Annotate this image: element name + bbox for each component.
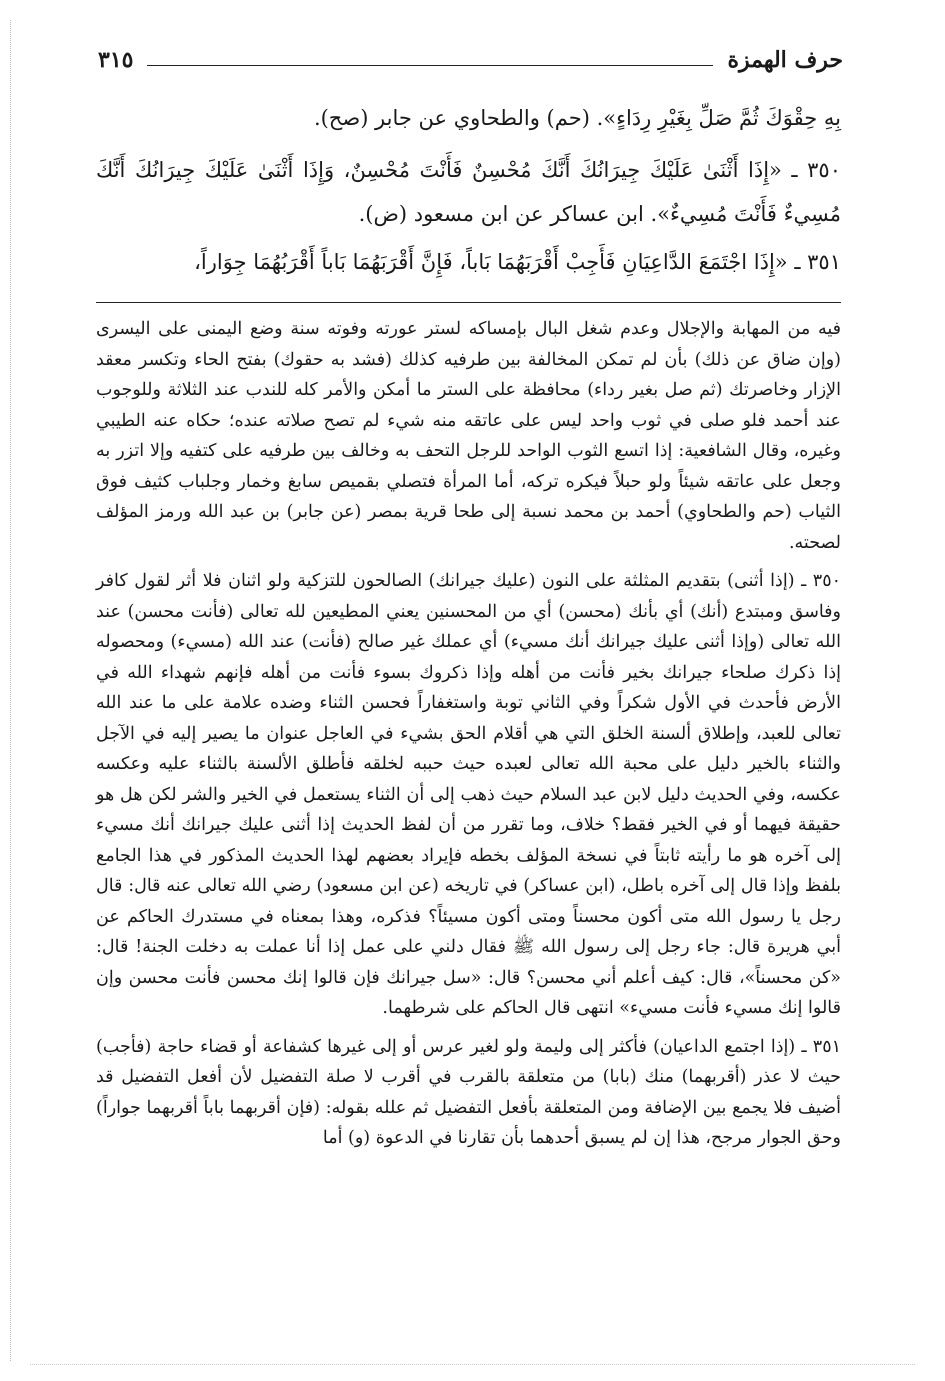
- page-edge: [10, 20, 13, 1361]
- running-header: [98, 42, 843, 78]
- page-number: ٣١٥: [98, 47, 134, 73]
- text-divider: [96, 302, 841, 303]
- commentary-paragraph: فيه من المهابة والإجلال وعدم شغل البال بإمساكه لستر عورته وفوته سنة وضع اليمنى على اليسرى (وإن ضاق عن ذلك) بأن لم تمكن المخالفة بين طرفيه كذلك (فشد به حقوك) بفتح الحاء وتكسر معقد الإزار وخاصرتك (ثم صل بغير رداء) محافظة على الستر ما أمكن والأمر كله للندب عند الثلاثة وللوجوب عند أحمد فلو صلى في ثوب واحد ليس على عاتقه منه شيء لم تصح صلاته عنده؛ حكاه عنه الطيبي وغيره، وقال الشافعية: إذا اتسع الثوب الواحد للرجل التحف به وخالف بين طرفيه على كتفيه وإلا اتزر به وجعل على عاتقه شيئاً ولو حبلاً فيكره تركه، أما المرأة فتصلي بقميص سابغ وخمار وجلباب كثيف فوق الثياب (حم والطحاوي) أحمد بن محمد نسبة إلى طحا قرية بمصر (عن جابر) بن عبد الله ورمز المؤلف لصحته.: [96, 319, 841, 553]
- page-edge: [30, 1364, 915, 1365]
- hadith-351: ٣٥١ ـ «إِذَا اجْتَمَعَ الدَّاعِيَانِ فَأَجِبْ أَقْرَبَهُمَا بَاباً، فَإِنَّ أَقْرَبَهُمَا بَاباً أَقْرَبُهُمَا جِوَاراً،: [194, 250, 841, 274]
- chapter-title: حرف الهمزة: [727, 47, 843, 73]
- commentary-paragraph: ٣٥٠ ـ (إذا أثنى) بتقديم المثلثة على النون (عليك جيرانك) الصالحون للتزكية ولو اثنان فلا أثر لقول كافر وفاسق ومبتدع (أنك) أي بأنك (محسن) أي من المحسنين يعني المطيعين لله تعالى (فأنت محسن) عند الله تعالى (وإذا أثنى عليك جيرانك أنك مسيء) أي عملك غير صالح (فأنت) عند الله (مسيء) ومحصوله إذا ذكرك صلحاء جيرانك بخير فأنت من أهله وإذا ذكروك بسوء فأنت من أهله فإنهم شهداء الله في الأرض فأحدث في الأول شكراً وفي الثاني توبة واستغفاراً فحسن الثناء وضده علامة على ما عند الله تعالى للعبد، وإطلاق ألسنة الخلق التي هي أقلام الحق بشيء في العاجل عنوان ما يصير إليه في الآجل والثناء بالخير دليل على محبة الله تعالى لعبده حيث حببه لخلقه فأطلق الألسنة بالثناء عليه وعكسه عكسه، وفي الحديث دليل لابن عبد السلام حيث ذهب إلى أن الثناء يستعمل في الخير والشر لكن هل هو حقيقة فيهما أو في الخير فقط؟ خلاف، وما تقرر من أن لفظ الحديث إذا أثنى عليك جيرانك أنك مسيء إلى آخره هو ما رأيته ثابتاً في نسخة المؤلف بخطه فإيراد بعضهم لهذا الحديث المذكور في هذا الجامع بلفظ وإذا قال إلى آخره باطل، (ابن عساكر) في تاريخه (عن ابن مسعود) رضي الله تعالى عنه قال: قال رجل يا رسول الله متى أكون محسناً ومتى أكون مسيئاً؟ فذكره، وهذا بمعناه في مستدرك الحاكم عن أبي هريرة قال: جاء رجل إلى رسول الله ﷺ فقال دلني على عمل إذا أنا عملت به دخلت الجنة! قال: «كن محسناً»، قال: كيف أعلم أني محسن؟ قال: «سل جيرانك فإن قالوا إنك محسن فأنت محسن وإن قالوا إنك مسيء فأنت مسيء» انتهى قال الحاكم على شرطهما.: [96, 571, 842, 1018]
- commentary-block: [96, 314, 841, 1154]
- hadith-350: ٣٥٠ ـ «إِذَا أَثْنَىٰ عَلَيْكَ جِيرَانُكَ أَنَّكَ مُحْسِنٌ فَأَنْتَ مُحْسِنٌ، وَإِذَا أَثْنَىٰ عَلَيْكَ جِيرَانُكَ أَنَّكَ مُسِيءٌ فَأَنْتَ مُسِيءٌ». ابن عساكر عن ابن مسعود (ض).: [96, 158, 841, 226]
- hadith-continuation: بِهِ حِقْوَكَ ثُمَّ صَلِّ بِغَيْرِ رِدَاءٍ». (حم) والطحاوي عن جابر (صح).: [313, 106, 841, 130]
- header-rule: [147, 65, 713, 66]
- commentary-paragraph: ٣٥١ ـ (إذا اجتمع الداعيان) فأكثر إلى وليمة ولو لغير عرس أو إلى غيرها كشفاعة أو قضاء حاجة (فأجب) حيث لا عذر (أقربهما) منك (بابا) من متعلقة بالقرب في أقرب لا صلة التفضيل لأن أفعل التفضيل قد أضيف فلا يجمع بين الإضافة ومن المتعلقة بأفعل التفضيل ثم علله بقوله: (فإن أقربهما باباً أقربهما جواراً) وحق الجوار مرجح، هذا إن لم يسبق أحدهما بأن تقارنا في الدعوة (و) أما: [96, 1036, 841, 1148]
